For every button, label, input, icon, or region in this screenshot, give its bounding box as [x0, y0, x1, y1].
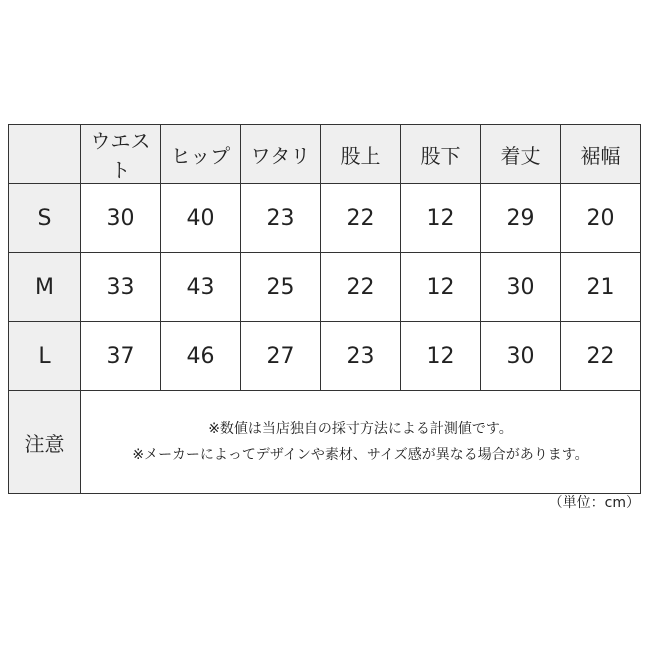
- table-cell: 30: [481, 322, 561, 391]
- note-line: ※メーカーによってデザインや素材、サイズ感が異なる場合があります。: [132, 447, 589, 463]
- note-text: [81, 391, 641, 494]
- table-header-row: [9, 125, 641, 184]
- header-inseam: 股下: [401, 125, 481, 184]
- header-hem-width: 裾幅: [561, 125, 641, 184]
- note-label: 注意: [9, 391, 81, 494]
- table-cell: 27: [241, 322, 321, 391]
- table-cell: 12: [401, 322, 481, 391]
- table-cell: 25: [241, 253, 321, 322]
- header-waist: ウエスト: [81, 125, 161, 184]
- header-length: 着丈: [481, 125, 561, 184]
- table-cell: 30: [481, 253, 561, 322]
- header-rise: 股上: [321, 125, 401, 184]
- table-cell: 23: [241, 184, 321, 253]
- size-label: S: [9, 184, 81, 253]
- table-cell: 12: [401, 184, 481, 253]
- table-cell: 37: [81, 322, 161, 391]
- table-cell: 40: [161, 184, 241, 253]
- size-label: M: [9, 253, 81, 322]
- table-cell: 33: [81, 253, 161, 322]
- table-cell: 22: [321, 184, 401, 253]
- table-cell: 46: [161, 322, 241, 391]
- table-cell: 23: [321, 322, 401, 391]
- table-row: [9, 322, 641, 391]
- table-cell: 22: [321, 253, 401, 322]
- unit-label: （単位：cm）: [548, 495, 640, 511]
- size-chart-table: [8, 124, 641, 494]
- table-cell: 30: [81, 184, 161, 253]
- table-cell: 21: [561, 253, 641, 322]
- table-cell: 12: [401, 253, 481, 322]
- header-thigh: ワタリ: [241, 125, 321, 184]
- table-cell: 43: [161, 253, 241, 322]
- header-corner-cell: [9, 125, 81, 184]
- header-hip: ヒップ: [161, 125, 241, 184]
- table-cell: 22: [561, 322, 641, 391]
- note-line: ※数値は当店独自の採寸方法による計測値です。: [208, 421, 513, 437]
- table-row: [9, 184, 641, 253]
- table-cell: 29: [481, 184, 561, 253]
- table-cell: 20: [561, 184, 641, 253]
- table-row: [9, 253, 641, 322]
- note-row: [9, 391, 641, 494]
- size-label: L: [9, 322, 81, 391]
